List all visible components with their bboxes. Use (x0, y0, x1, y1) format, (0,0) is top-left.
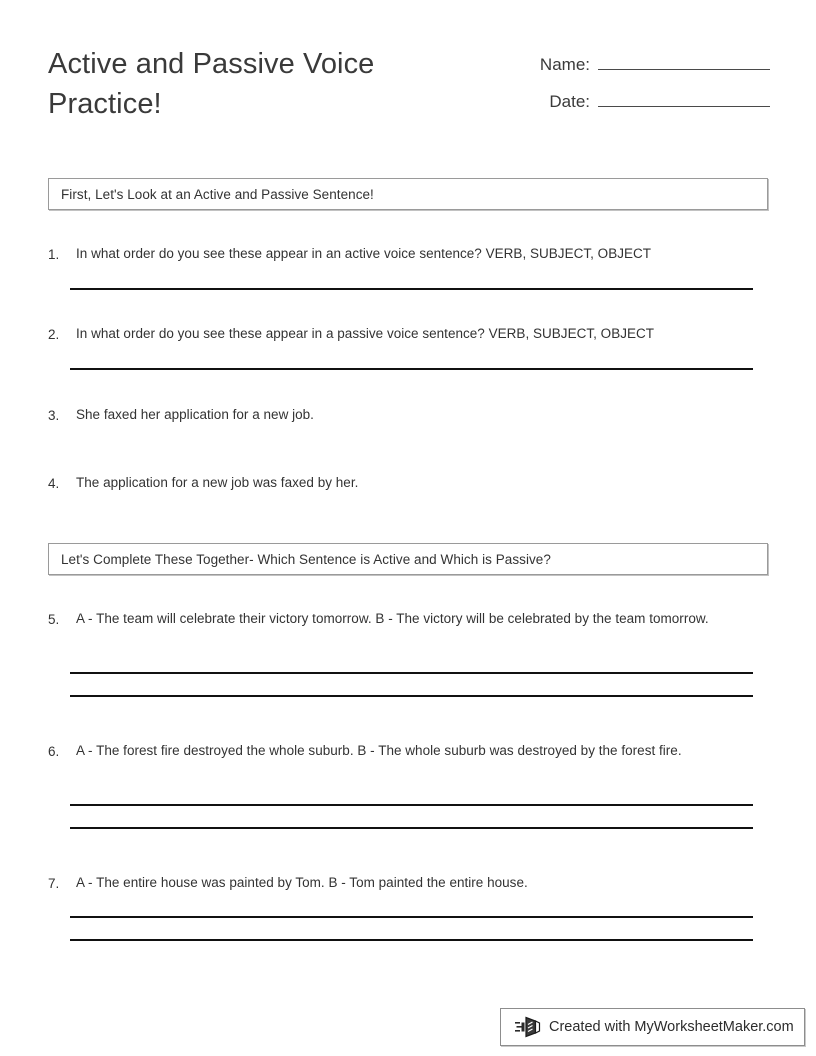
answer-line[interactable] (70, 368, 753, 370)
question-2-answer-area[interactable] (70, 368, 753, 370)
question-4-text: The application for a new job was faxed by her. (76, 475, 359, 490)
question-7-number: 7. (48, 876, 60, 891)
footer-credit-text: Created with MyWorksheetMaker.com (549, 1019, 794, 1035)
question-1-text: In what order do you see these appear in an active voice sentence? VERB, SUBJECT, OBJECT (76, 246, 652, 261)
question-2-row (48, 324, 768, 344)
question-3-row (48, 405, 768, 425)
question-5-answer-area[interactable] (70, 672, 753, 697)
question-3 (48, 405, 768, 425)
question-1 (48, 244, 768, 264)
name-input[interactable] (598, 52, 770, 70)
worksheet-header (48, 44, 770, 134)
name-label: Name: (539, 55, 590, 74)
answer-line[interactable] (70, 916, 753, 918)
question-6-text: A - The forest fire destroyed the whole suburb. B - The whole suburb was destroyed by the forest fire. (76, 743, 682, 758)
question-5-number: 5. (48, 612, 60, 627)
question-7-answer-area[interactable] (70, 916, 753, 941)
question-5-text: A - The team will celebrate their victory tomorrow. B - The victory will be celebrated by the team tomorrow. (76, 611, 709, 626)
question-5-row (48, 609, 768, 629)
question-4-number: 4. (48, 476, 60, 491)
question-6-answer-area[interactable] (70, 804, 753, 829)
answer-line[interactable] (70, 695, 753, 697)
question-7 (48, 873, 768, 893)
section-heading-1-label: First, Let's Look at an Active and Passive Sentence! (61, 186, 374, 202)
date-row (480, 89, 770, 112)
date-label: Date: (549, 92, 590, 111)
question-6 (48, 741, 768, 761)
question-4-row (48, 473, 768, 493)
section-heading-2 (48, 543, 768, 575)
answer-line[interactable] (70, 939, 753, 941)
question-6-number: 6. (48, 744, 60, 759)
footer-credit-badge[interactable] (500, 1008, 805, 1046)
question-3-number: 3. (48, 408, 60, 423)
name-row (480, 52, 770, 75)
page-title: Active and Passive Voice Practice! (48, 48, 375, 120)
question-1-row (48, 244, 768, 264)
answer-line[interactable] (70, 804, 753, 806)
question-5 (48, 609, 768, 629)
question-3-text: She faxed her application for a new job. (76, 407, 314, 422)
worksheet-maker-logo-icon (515, 1015, 541, 1039)
section-heading-2-label: Let's Complete These Together- Which Sentence is Active and Which is Passive? (61, 551, 551, 567)
question-4 (48, 473, 768, 493)
name-date-block (480, 52, 770, 126)
question-2-text: In what order do you see these appear in a passive voice sentence? VERB, SUBJECT, OBJECT (76, 326, 655, 341)
question-7-text: A - The entire house was painted by Tom. B - Tom painted the entire house. (76, 875, 528, 890)
question-2-number: 2. (48, 327, 60, 342)
question-1-number: 1. (48, 247, 60, 262)
answer-line[interactable] (70, 827, 753, 829)
answer-line[interactable] (70, 672, 753, 674)
question-1-answer-area[interactable] (70, 288, 753, 290)
question-6-row (48, 741, 768, 761)
answer-line[interactable] (70, 288, 753, 290)
section-heading-1 (48, 178, 768, 210)
question-7-row (48, 873, 768, 893)
date-input[interactable] (598, 89, 770, 107)
question-2 (48, 324, 768, 344)
